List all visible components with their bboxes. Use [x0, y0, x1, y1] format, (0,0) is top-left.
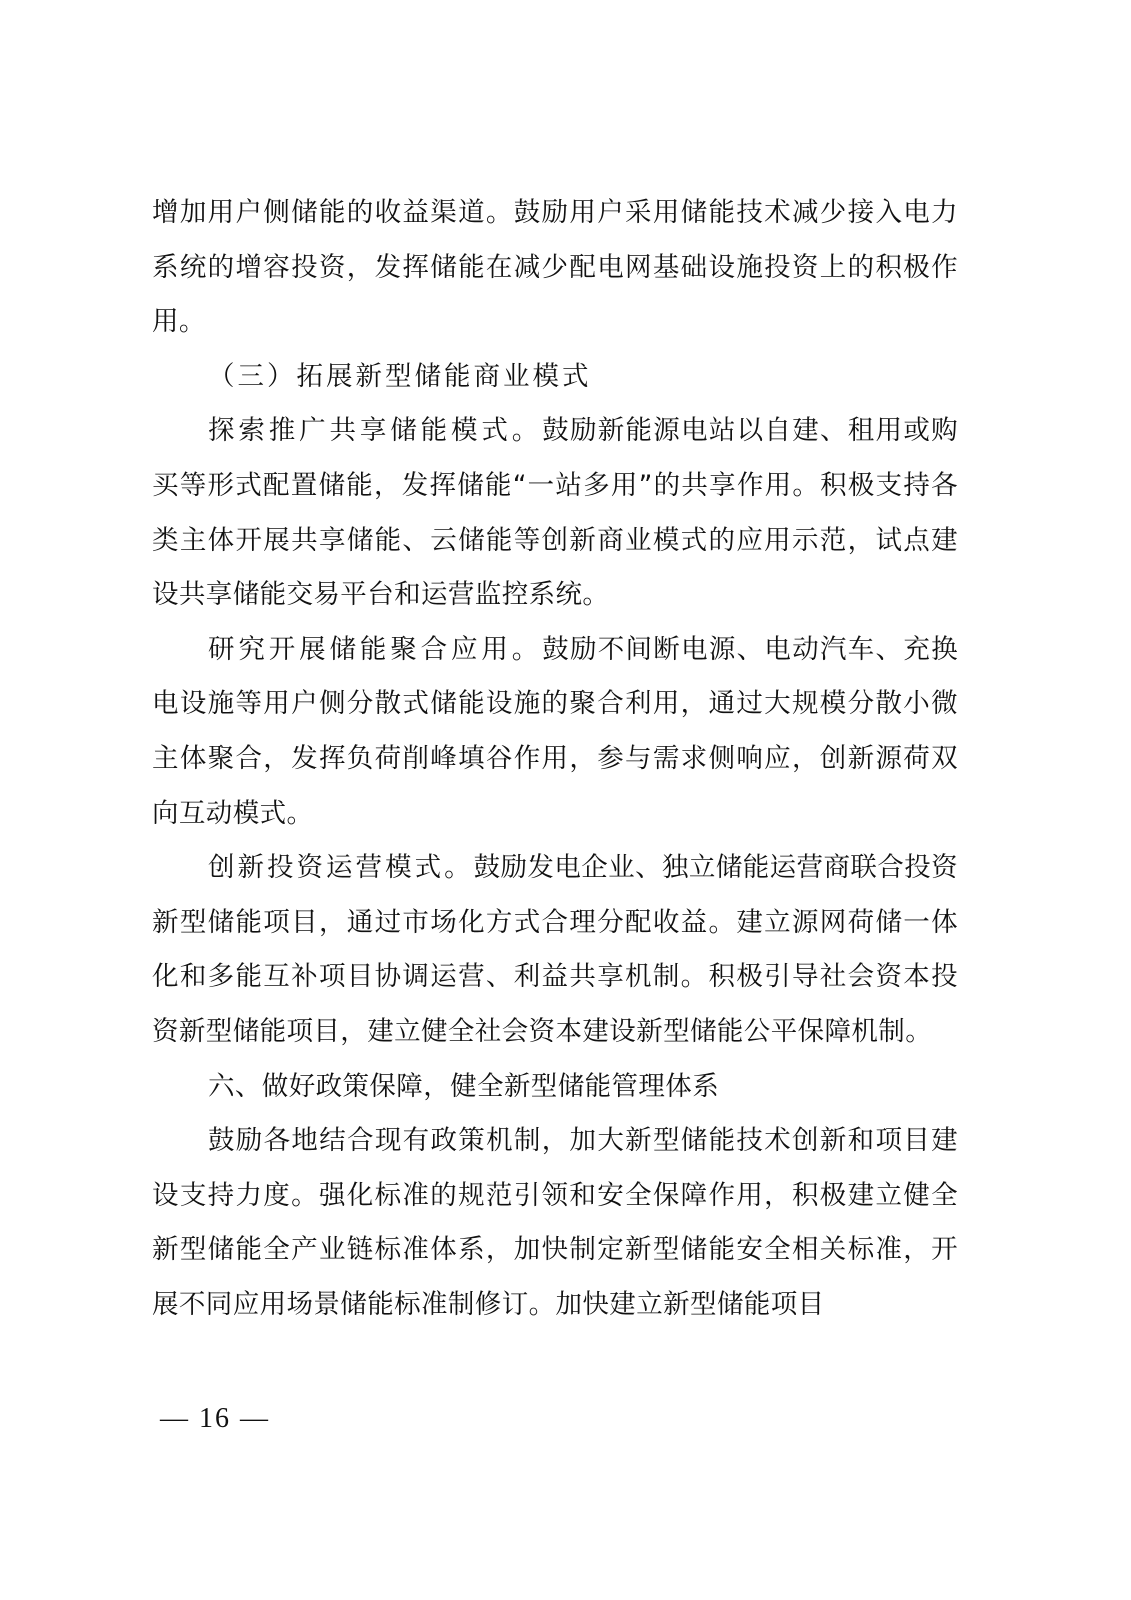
paragraph-shared-storage: [152, 404, 958, 622]
paragraph-investment-model: [152, 841, 958, 1059]
paragraph-text: 鼓励各地结合现有政策机制，加大新型储能技术创新和项目建设支持力度。强化标准的规范引领和安全保障作用，积极建立健全新型储能全产业链标准体系，加快制定新型储能安全相关标准，开展不同应用场景储能标准制修订。加快建立新型储能项目: [152, 1125, 958, 1320]
paragraph-policy-support: [152, 1114, 958, 1332]
section-heading-text: （三）拓展新型储能商业模式: [208, 360, 592, 392]
chapter-heading-text: 六、做好政策保障，健全新型储能管理体系: [208, 1070, 720, 1102]
page-number: — 16 —: [160, 1403, 270, 1434]
chapter-heading-policy: [152, 1060, 958, 1115]
paragraph-text: 增加用户侧储能的收益渠道。鼓励用户采用储能技术减少接入电力系统的增容投资，发挥储能在减少配电网基础设施投资上的积极作用。: [152, 197, 958, 338]
paragraph-text: 鼓励不间断电源、电动汽车、充换电设施等用户侧分散式储能设施的聚合利用，通过大规模分散小微主体聚合，发挥负荷削峰填谷作用，参与需求侧响应，创新源荷双向互动模式。: [152, 633, 959, 829]
section-heading-business-models: [152, 350, 958, 405]
paragraph-lead-text: 探索推广共享储能模式。: [208, 415, 543, 447]
paragraph-lead-text: 研究开展储能聚合应用。: [208, 633, 543, 665]
paragraph-lead-text: 创新投资运营模式。: [208, 852, 474, 884]
document-body: [152, 186, 958, 1332]
paragraph-text: 鼓励发电企业、独立储能运营商联合投资新型储能项目，通过市场化方式合理分配收益。建立源网荷储一体化和多能互补项目协调运营、利益共享机制。积极引导社会资本投资新型储能项目，建立健全社会资本建设新型储能公平保障机制。: [152, 852, 959, 1047]
paragraph-user-side-revenue: [152, 186, 958, 350]
paragraph-aggregation: [152, 623, 958, 841]
paragraph-text: 鼓励新能源电站以自建、租用或购买等形式配置储能，发挥储能“一站多用”的共享作用。积极支持各类主体开展共享储能、云储能等创新商业模式的应用示范，试点建设共享储能交易平台和运营监控系统。: [152, 415, 959, 611]
